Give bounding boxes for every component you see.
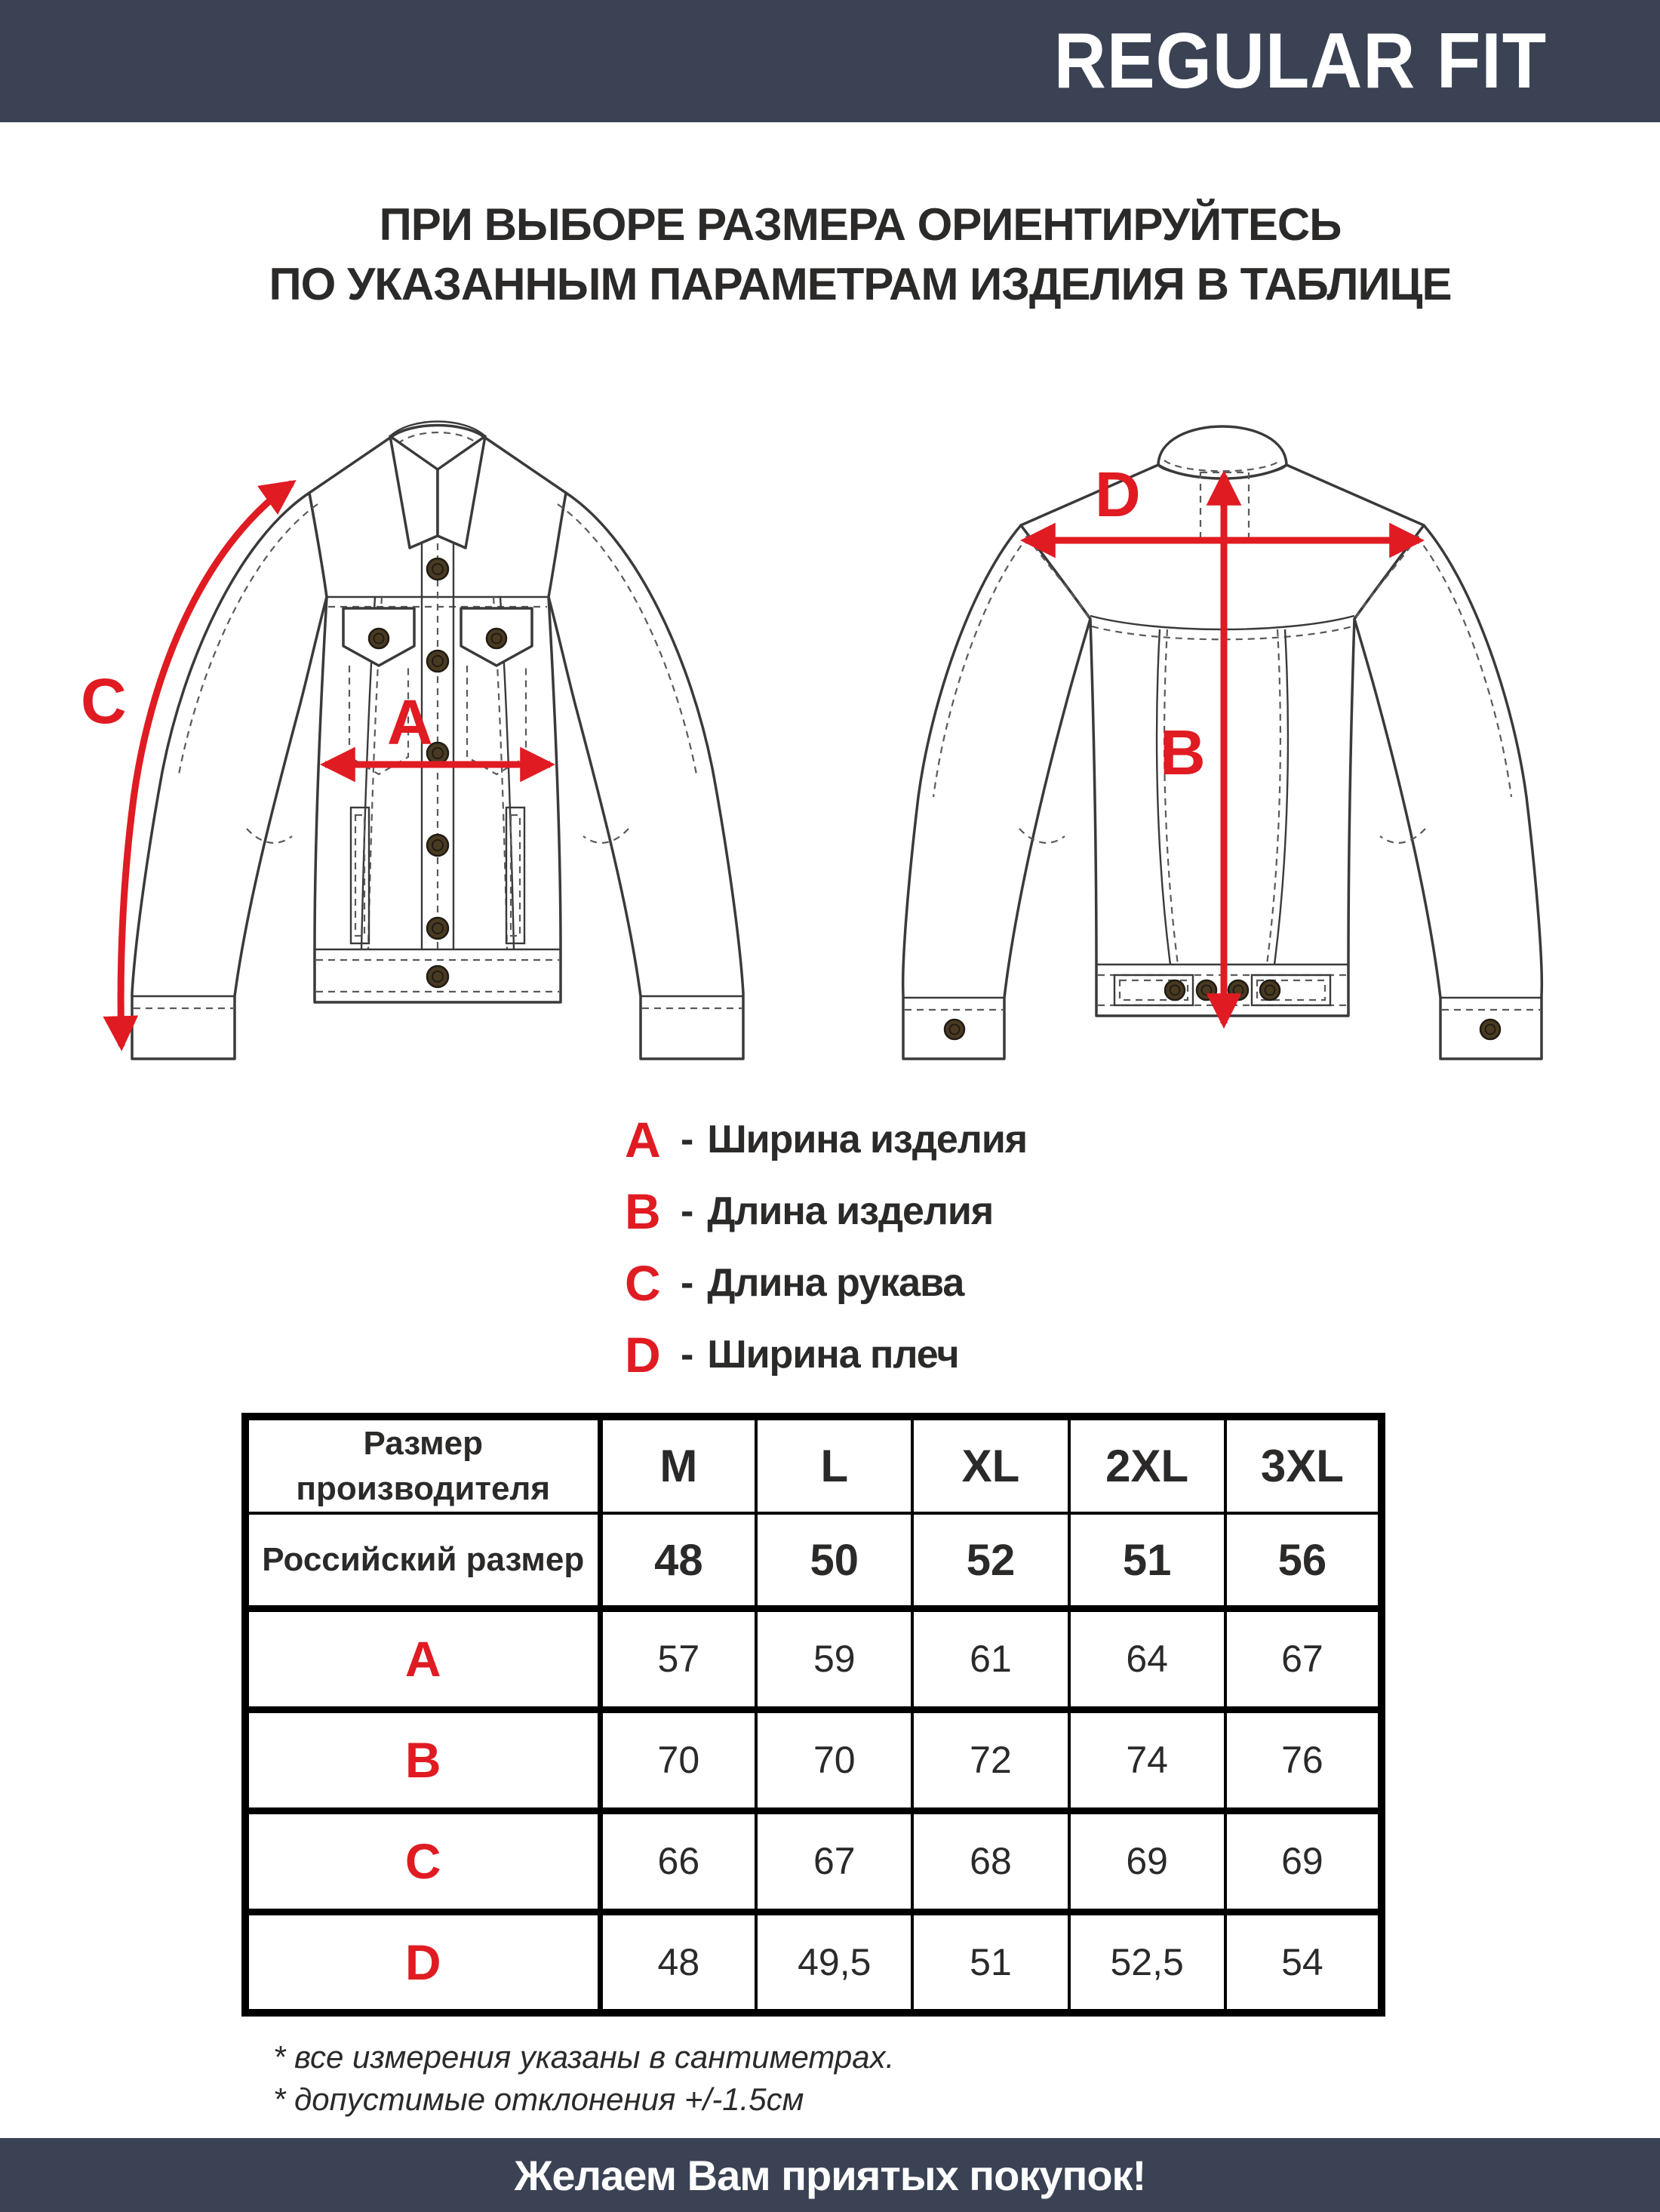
footer-message: Желаем Вам приятых покупок!: [514, 2151, 1146, 2199]
back-length-label: B: [1160, 717, 1206, 789]
value-cell: 74: [1069, 1709, 1225, 1811]
front-jacket-outline: [132, 422, 743, 1060]
legend-text: Длина рукава: [707, 1260, 964, 1305]
value-cell: 59: [756, 1608, 912, 1709]
value-cell: 49,5: [756, 1912, 912, 2013]
measure-row-c: [245, 1811, 1382, 1912]
value-cell: 57: [600, 1608, 756, 1709]
value-cell: 70: [600, 1709, 756, 1811]
value-cell: 72: [912, 1709, 1068, 1811]
size-table: [241, 1413, 1385, 2017]
value-cell: 68: [912, 1811, 1068, 1912]
russian-size-row: [245, 1513, 1382, 1608]
footnote-tolerance: * допустимые отклонения +/-1.5см: [273, 2081, 804, 2117]
jacket-diagrams: [0, 346, 1660, 1063]
legend-letter: B: [625, 1183, 661, 1239]
legend-letter: A: [625, 1111, 661, 1168]
measure-letter-cell: B: [245, 1709, 600, 1811]
measure-letter-cell: D: [245, 1912, 600, 2013]
size-header-row: [245, 1417, 1382, 1513]
measure-letter-cell: C: [245, 1811, 600, 1912]
legend-letter: C: [625, 1254, 661, 1311]
legend-dash: -: [681, 1260, 694, 1305]
value-cell: 69: [1225, 1811, 1382, 1912]
value-cell: 51: [912, 1912, 1068, 2013]
intro-line-2: ПО УКАЗАННЫМ ПАРАМЕТРАМ ИЗДЕЛИЯ В ТАБЛИЦЕ: [269, 259, 1452, 310]
value-cell: 76: [1225, 1709, 1382, 1811]
chest-width-label: A: [387, 687, 433, 758]
value-cell: 52,5: [1069, 1912, 1225, 2013]
legend-text: Ширина изделия: [707, 1117, 1028, 1161]
size-header-cell: 2XL: [1069, 1417, 1225, 1513]
manufacturer-size-header-cell: Размер производителя: [245, 1417, 600, 1513]
footnotes: [273, 2036, 1660, 2120]
footer-bar: [0, 2138, 1660, 2212]
legend-item-b: [625, 1175, 1660, 1247]
shoulder-width-label: D: [1095, 459, 1141, 531]
sleeve-length-label: C: [81, 666, 127, 737]
footnote-units: * все измерения указаны в сантиметрах.: [273, 2039, 895, 2075]
size-header-cell: L: [756, 1417, 912, 1513]
legend-item-c: [625, 1247, 1660, 1318]
measure-row-d: [245, 1912, 1382, 2013]
fit-title: REGULAR FIT: [1053, 17, 1547, 105]
russian-size-cell: 56: [1225, 1513, 1382, 1608]
front-jacket-diagram: [49, 346, 826, 1063]
value-cell: 66: [600, 1811, 756, 1912]
russian-size-cell: 52: [912, 1513, 1068, 1608]
value-cell: 69: [1069, 1811, 1225, 1912]
intro-heading: [0, 195, 1660, 314]
back-jacket-diagram: [834, 346, 1611, 1063]
legend-letter: D: [625, 1326, 661, 1383]
russian-size-cell: 51: [1069, 1513, 1225, 1608]
value-cell: 61: [912, 1608, 1068, 1709]
russian-size-cell: 48: [600, 1513, 756, 1608]
legend-dash: -: [681, 1189, 694, 1233]
size-header-cell: XL: [912, 1417, 1068, 1513]
measure-row-b: [245, 1709, 1382, 1811]
russian-size-label-cell: Российский размер: [245, 1513, 600, 1608]
size-header-cell: 3XL: [1225, 1417, 1382, 1513]
legend-dash: -: [681, 1332, 694, 1377]
legend-dash: -: [681, 1117, 694, 1161]
value-cell: 70: [756, 1709, 912, 1811]
measure-letter-cell: A: [245, 1608, 600, 1709]
value-cell: 67: [1225, 1608, 1382, 1709]
legend-text: Ширина плеч: [707, 1332, 959, 1377]
measurement-legend: [625, 1103, 1660, 1390]
value-cell: 48: [600, 1912, 756, 2013]
legend-item-d: [625, 1318, 1660, 1390]
value-cell: 64: [1069, 1608, 1225, 1709]
value-cell: 54: [1225, 1912, 1382, 2013]
measure-row-a: [245, 1608, 1382, 1709]
russian-size-cell: 50: [756, 1513, 912, 1608]
value-cell: 67: [756, 1811, 912, 1912]
size-header-cell: M: [600, 1417, 756, 1513]
legend-text: Длина изделия: [707, 1189, 994, 1233]
header-bar: [0, 0, 1660, 122]
legend-item-a: [625, 1103, 1660, 1175]
intro-line-1: ПРИ ВЫБОРЕ РАЗМЕРА ОРИЕНТИРУЙТЕСЬ: [379, 199, 1342, 250]
